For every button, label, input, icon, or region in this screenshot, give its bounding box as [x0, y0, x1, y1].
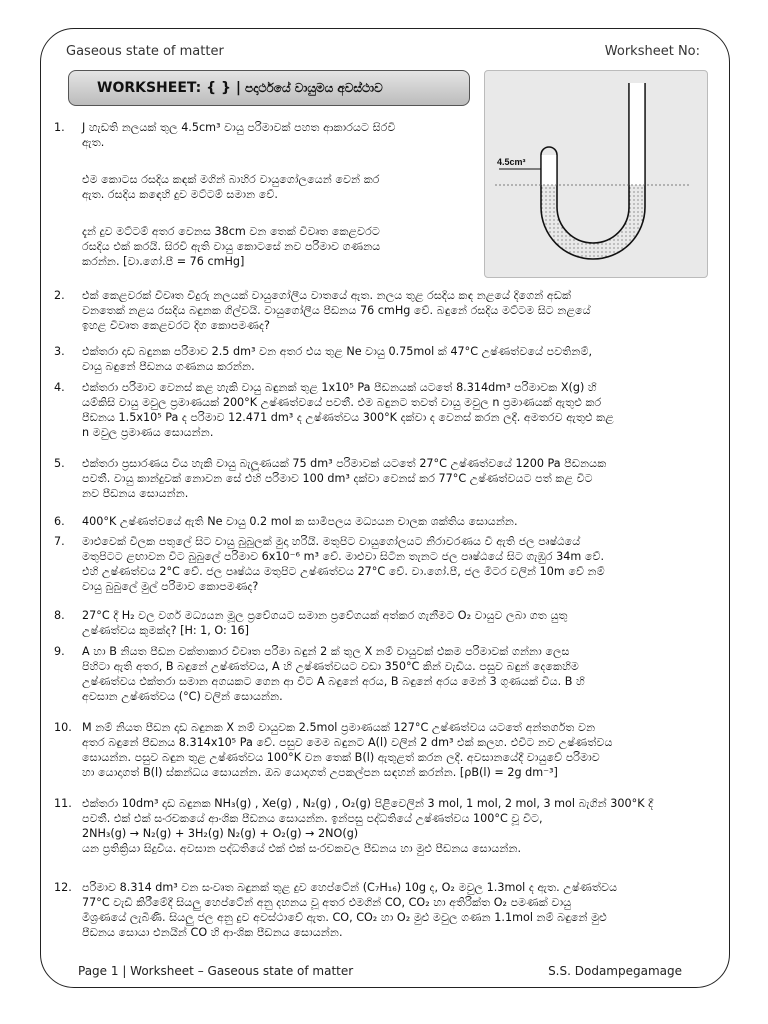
- question-line: යම්කිසි වායු මවුල ප්‍රමාණයක් 200°K උෂ්ණත්වයේ පවතී. එම බඳුනට තවත් වායු මවුල n ප්‍රමාණයක් ඇතුළු කර: [82, 396, 602, 409]
- question-line: එක්තරා පරිමාව වෙනස් කළ හැකි වායු බඳුනක් තුළ 1x10⁵ Pa පීඩනයක් යටතේ 8.314dm³ පරිමාවක X(g) හි: [82, 381, 597, 394]
- question-number: 3.: [54, 345, 65, 358]
- question-text: [82, 288, 591, 333]
- question-number: 6.: [54, 515, 65, 528]
- question-line: පවතී. එක් එක් සංරචකයේ ආංශික පීඩනය සොයන්න. ඉන්පසු පද්ධතියේ උෂ්ණත්වය 100°C වූ විට,: [82, 812, 543, 825]
- question-text: [82, 344, 592, 374]
- trapped-air: [542, 155, 556, 185]
- question-line: නව පීඩනය සොයන්න.: [82, 487, 189, 500]
- question-line: හා යොදාගත් B(l) ස්කන්ධය සොයන්න. ඔබ යොදාගත් උපකල්පන සඳහන් කරන්න. [ρB(l) = 2g dm⁻³]: [82, 766, 558, 779]
- tube-inner-wall: [557, 83, 629, 243]
- header-subject: Gaseous state of matter: [66, 44, 224, 59]
- header-worksheet-no: Worksheet No:: [604, 44, 700, 59]
- question-line: සොයන්න. පසුව බඳුන තුළ උෂ්ණත්වය 100°K වන තෙක් B(l) ඇතුළත් කරන ලදී. අවසානයේදී වායුවේ පරිමාව: [82, 751, 600, 764]
- question-number: 12.: [54, 881, 72, 894]
- question-number: 10.: [54, 721, 72, 734]
- question-number: 1.: [54, 121, 65, 134]
- question-text: [82, 534, 605, 594]
- question-line: එක් කෙළවරක් විවෘත වීදුරු නලයක් වායුගෝලීය වාතයේ ඇත. නලය තුළ රසදිය කඳ නළයේ දිගෙන් අඩක්: [82, 289, 572, 302]
- question-line: A හා B නියත පීඩන වක්තාකාර විවෘත පරිමා බඳුන් 2 ක් තුල X නම් වායුවක් එකම පරිමාවක් ගන්නා ලෙස: [82, 645, 570, 658]
- question-line: මතුපිටට ළඟාවන විට බුබුලේ පරිමාව 6x10⁻⁶ m³ වේ. මාළුවා සිටින තැනට ජල පෘෂ්ඨයේ සිට ගැඹුර 34m වේ.: [82, 550, 605, 563]
- tube-closed-end: [541, 147, 557, 155]
- question-line: වායු බුබුලේ මුල් පරිමාව කොපමණද?: [82, 580, 259, 593]
- question-line: පරිමාව 8.314 dm³ වන සංවෘත බඳුනක් තුළ දුව හෙප්ටේන් (C₇H₁₆) 10g ද, O₂ මවුල 1.3mol ද ඇත. උෂ්ණත්වය: [82, 881, 618, 894]
- worksheet-title-si: පදාර්ථයේ වායුමය අවස්ථාව: [244, 80, 383, 95]
- question-line: ඉහළ විවෘත කෙළවරට දිග කොපමණද?: [82, 319, 270, 332]
- question-text: [82, 514, 518, 529]
- question-line: J හැඩති නලයක් තුල 4.5cm³ වායු පරිමාවක් පහත ආකාරයට සිරවී: [82, 121, 396, 134]
- j-tube-figure: [484, 70, 708, 278]
- footer-author: S.S. Dodampegamage: [548, 964, 682, 978]
- question-line: පීඩනය සොයා එනයින් CO හි ආංශික පීඩනය සොයන්න.: [82, 926, 343, 939]
- question-number: 2.: [54, 289, 65, 302]
- question-line: එක්තරා දෘඩ බඳුනක පරිමාව 2.5 dm³ වන අතර එය තුළ Ne වායු 0.75mol ක් 47°C උෂ්ණත්වයේ පවතිනම්,: [82, 345, 593, 358]
- question-number: 9.: [54, 645, 65, 658]
- question-line: M නම් නියත පීඩන දෘඩ බඳුනක X නම් වායුවක 2.5mol ප්‍රමාණයක් 127°C උෂ්ණත්වය යටතේ අන්තර්ගත වන: [82, 721, 596, 734]
- question-number: 8.: [54, 609, 65, 622]
- question-text: [82, 120, 396, 269]
- question-line: රසදිය එක් කරයි. සිරවී ඇති වායු කොටසේ නව පරිමාව ගණනය: [82, 240, 381, 253]
- question-line: 27°C දී H₂ වල වර්ග මධ්‍යයන මූල ප්‍රවේගයට සමාන ප්‍රවේගයක් අත්කර ගැනීමට O₂ වායුව ලබා ගත යුතු: [82, 609, 568, 622]
- tube-open-arm: [630, 83, 644, 185]
- j-tube-diagram: [485, 71, 709, 279]
- question-line: ඇත.: [82, 136, 105, 149]
- question-line: එක්තරා 10dm³ දෘඩ බඳුනක NH₃(g) , Xe(g) , N₂(g) , O₂(g) පිළිවෙලින් 3 mol, 1 mol, 2 mol, 3 mol බැගින් 300°K දී: [82, 797, 654, 810]
- question-line: n මවුල ප්‍රමාණය සොයන්න.: [82, 426, 214, 439]
- question-line: 400°K උෂ්ණත්වයේ ඇති Ne වායු 0.2 mol ක සාමිපලය මධ්‍යයන චාලක ශක්තිය සොයන්න.: [82, 515, 518, 528]
- question-line: අතර බඳුනේ පීඩනය 8.314x10⁵ Pa වේ. පසුව මෙම බඳුනට A(l) වලින් 2 dm³ එක් කලහ. එවිට නව උෂ්ණත්වය: [82, 736, 613, 749]
- question-text: [82, 456, 606, 501]
- volume-label: 4.5cm³: [497, 157, 526, 167]
- question-line: අවසාන උෂ්ණත්වය (°C) වලින් සොයන්න.: [82, 690, 283, 703]
- worksheet-title-en: WORKSHEET: { } |: [97, 80, 241, 96]
- question-line: 2NH₃(g) → N₂(g) + 3H₂(g) N₂(g) + O₂(g) → 2NO(g): [82, 827, 359, 840]
- question-line: උෂ්ණත්වය කුමක්ද? [H: 1, O: 16]: [82, 624, 249, 637]
- question-number: 5.: [54, 457, 65, 470]
- question-number: 4.: [54, 381, 65, 394]
- question-text: [82, 644, 585, 704]
- question-line: වායු බඳුනේ පීඩනය ගණනය කරන්න.: [82, 360, 255, 373]
- question-line: යන ප්‍රතික්‍රියා සිදුවිය. අවසාන පද්ධතියේ එක් එක් සංරචකවල පීඩනය හා මුළු පීඩනය සොයන්න.: [82, 842, 522, 855]
- question-line: වනතෙක් නළය රසදිය බඳුනක ගිල්වයි. වායුගෝලීය පීඩනය 76 cmHg වේ. බඳුනේ රසදිය මට්ටම සිට නළයේ: [82, 304, 591, 317]
- question-line: කරන්න. [වා.ගෝ.පී = 76 cmHg]: [82, 255, 245, 268]
- question-line: එම කොටස රසදිය කඳක් මගින් බාහිර වායුගෝලයෙන් වෙන් කර: [82, 173, 380, 186]
- question-line: මාළුවෙක් විලක පතුලේ සිට වායු බුබුලක් මුදා හරියි. මතුපිට වායුගෝලයට නිරාවරණය වී ඇති ජල පෘෂ්ඨයේ: [82, 535, 581, 548]
- question-number: 11.: [54, 797, 72, 810]
- question-text: [82, 380, 614, 440]
- question-line: පිහිටා ඇති අතර, B බඳුනේ උෂ්ණත්වය, A හි උෂ්ණත්වයට වඩා 350°C කින් වැඩිය. පසුව බඳුන් දෙකෙහිම: [82, 660, 579, 673]
- question-line: පීඩනය 1.5x10⁵ Pa ද පරිමාව 12.471 dm³ ද උෂ්ණත්වය 300°K දක්වා ද වෙනස් කරන ලදී. අමතරව ඇතුළු කළ: [82, 411, 614, 424]
- question-line: උෂ්ණත්වය එක්තරා සමාන අගයකට ගෙන ආ විට A බඳුනේ අරය, B බඳුනේ අරය මෙන් 3 ගුණයක් විය. B හි: [82, 675, 585, 688]
- question-line: එහි උෂ්ණත්වය 2°C වේ. ජල පෘෂ්ඨය මතුපිට උෂ්ණත්වය 27°C වේ. වා.ගෝ.පී, ජල මීටර වලින් 10m වේ නම්: [82, 565, 605, 578]
- question-line: මිශ්‍රණයේ ලැබිණි. සියලු ජල අනු දුව අවස්ථාවේ ඇත. CO, CO₂ හා O₂ මුළු මවුල ගණන 1.1mol නම් බඳුනේ මුළු: [82, 911, 607, 924]
- question-line: එක්තරා ප්‍රසාරණය විය හැකි වායු බැලූණයක් 75 dm³ පරිමාවක් යටතේ 27°C උෂ්ණත්වයේ 1200 Pa පීඩනයක: [82, 457, 607, 470]
- question-line: දැන් දුව මට්ටම් අතර වෙනස 38cm වන තෙක් විවෘත කෙළවරට: [82, 225, 380, 238]
- footer-page-info: Page 1 | Worksheet – Gaseous state of matter: [78, 964, 354, 978]
- question-line: පවතී. වායු කාන්දුවක් නොවන සේ එහි පරිමාව 100 dm³ දක්වා වෙනස් කර 77°C උෂ්ණත්වයට පත් කළ විට: [82, 472, 593, 485]
- question-line: 77°C වැඩි කිරීමේදී සියලු හෙප්ටේන් අනු දහනය වූ අතර එමගින් CO, CO₂ හා අතිරික්ත O₂ පමණක් වායු: [82, 896, 572, 909]
- worksheet-title-banner: [68, 70, 470, 106]
- question-text: [82, 720, 613, 780]
- question-text: [82, 608, 568, 638]
- question-line: ඇත. රසදිය කඳෙහි දුව මට්ටම් සමාන වේ.: [82, 188, 278, 201]
- question-text: [82, 796, 653, 856]
- question-number: 7.: [54, 535, 65, 548]
- question-text: [82, 880, 617, 940]
